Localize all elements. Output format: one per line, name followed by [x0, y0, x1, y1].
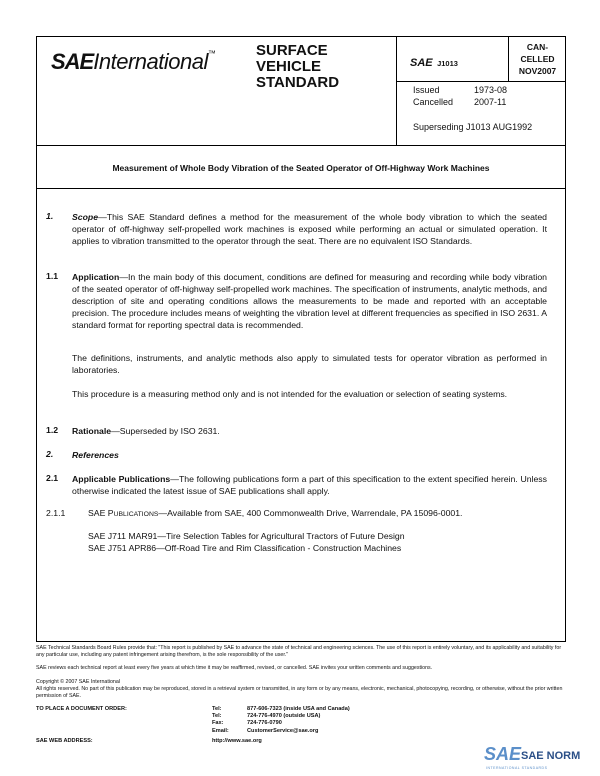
s211-caps: UBLICATIONS	[113, 511, 159, 518]
s11-title: Application	[72, 272, 120, 282]
s12-title: Rationale	[72, 426, 112, 436]
sae-logo-mark: SAE	[51, 49, 94, 74]
s11-text: —In the main body of this document, conditions are defined for measuring and recording while body vibration of the seated operator of off-highway self-propelled work machines. The specification of instruments, analytic methods, and description of site and operating conditions allows the measurements to be made and reported with an acceptable precision. The procedure includes means of weighting the vibration level at different frequencies as specified in ISO 2631. A standard format for reporting spectral data is recommended.	[72, 272, 547, 330]
status-line-2: CELLED	[520, 54, 555, 64]
s11-para-3: This procedure is a measuring method only and is not intended for the evaluation or selection of seating systems.	[72, 389, 508, 399]
s211-sae: SAE P	[88, 508, 114, 518]
tel1-value: 877-606-7323 (inside USA and Canada)	[247, 706, 350, 712]
cancelled-label: Cancelled	[413, 97, 454, 107]
web-link[interactable]: http://www.sae.org	[212, 738, 262, 744]
issued-value: 1973-08	[474, 85, 508, 95]
status-line-1: CAN-	[526, 42, 549, 52]
body-frame	[36, 188, 566, 642]
sae-norm-sub: INTERNATIONAL STANDARDS	[486, 766, 548, 770]
web-label: SAE WEB ADDRESS:	[36, 738, 93, 744]
status-line-3: NOV2007	[518, 66, 557, 76]
s21-title: Applicable Publications	[72, 474, 171, 484]
s2-title: References	[72, 450, 119, 460]
sae-logo-international: International	[93, 49, 208, 74]
email-label: Email:	[212, 728, 229, 734]
s1-title: Scope	[72, 212, 99, 222]
s21-num: 2.1	[46, 473, 59, 483]
sae-norm-text: SAE NORM	[521, 750, 581, 762]
s211-text: —Available from SAE, 400 Commonwealth Drive, Warrendale, PA 15096-0001.	[158, 508, 463, 518]
standard-type-line-2: VEHICLE	[256, 58, 322, 75]
trademark: ™	[207, 49, 216, 58]
s21-para	[72, 473, 547, 497]
s211-num: 2.1.1	[46, 508, 66, 518]
s12-para	[72, 425, 547, 437]
s211-line	[88, 508, 462, 518]
s11-para-2: The definitions, instruments, and analytic methods also apply to simulated tests for operator vibration as performed in laboratories.	[72, 353, 547, 375]
order-label: TO PLACE A DOCUMENT ORDER:	[36, 706, 127, 712]
issued-label: Issued	[413, 85, 440, 95]
fax-value: 724-776-0790	[247, 720, 282, 726]
footer-review: SAE reviews each technical report at least every five years at which time it may be reaffirmed, revised, or cancelled. SAE invites your written comments and suggestions.	[36, 665, 433, 671]
reference-j751: SAE J751 APR86—Off-Road Tire and Rim Classification - Construction Machines	[88, 543, 402, 553]
s12-text: —Superseded by ISO 2631.	[111, 426, 220, 436]
tel2-label: Tel:	[212, 713, 222, 719]
page-title: Measurement of Whole Body Vibration of the Seated Operator of Off-Highway Work Machines	[112, 163, 490, 173]
cancelled-value: 2007-11	[474, 97, 507, 107]
sae-norm-logo	[484, 744, 521, 765]
email-link[interactable]: CustomerService@sae.org	[247, 728, 319, 734]
s1-para	[72, 211, 547, 247]
s2-num: 2.	[46, 449, 54, 459]
standard-type-line-1: SURFACE	[256, 42, 328, 59]
reference-j711: SAE J711 MAR91—Tire Selection Tables for Agricultural Tractors of Future Design	[88, 531, 405, 541]
fax-label: Fax:	[212, 720, 224, 726]
s21-text: —The following publications form a part of this specification to the extent specified herein. Unless otherwise indicated the latest issue of SAE publications shall apply.	[72, 474, 547, 496]
doc-number: J1013	[437, 59, 458, 68]
footer-rights: All rights reserved. No part of this publication may be reproduced, stored in a retrieval system or transmitted, in any form or by any means, electronic, mechanical, photocopying, recording, or otherwise, without the prior written permission of SAE.	[36, 686, 563, 699]
s11-para	[72, 271, 547, 331]
doc-badge-sae: SAE	[410, 57, 433, 69]
s1-text: —This SAE Standard defines a method for the measurement of the whole body vibration to which the seated operator of off-highway self-propelled work machines is exposed while performing an actual or simulated operation. It applies to vibration transmitted to the operator through the seat. There are no equivalent ISO Standards.	[72, 212, 547, 246]
superseding: Superseding J1013 AUG1992	[413, 122, 533, 132]
doc-number-badge	[410, 53, 458, 71]
s11-num: 1.1	[46, 271, 59, 281]
footer-copyright: Copyright © 2007 SAE International	[36, 679, 120, 685]
footer-rules: SAE Technical Standards Board Rules provide that: "This report is published by SAE to advance the state of technical and engineering sciences. The use of this report is entirely voluntary, and its applicability and suitability for any particular use, including any patent infringement arising therefrom, is the sole responsibility of the user."	[36, 645, 562, 658]
tel1-label: Tel:	[212, 706, 222, 712]
header-divider-1	[396, 36, 397, 146]
s12-num: 1.2	[46, 425, 59, 435]
standard-type-line-3: STANDARD	[256, 74, 340, 91]
s1-num: 1.	[46, 211, 54, 221]
tel2-value: 724-776-4970 (outside USA)	[247, 713, 321, 719]
header-hline	[396, 81, 566, 82]
sae-logo	[51, 49, 216, 75]
sae-norm-mark: SAE	[484, 744, 522, 764]
